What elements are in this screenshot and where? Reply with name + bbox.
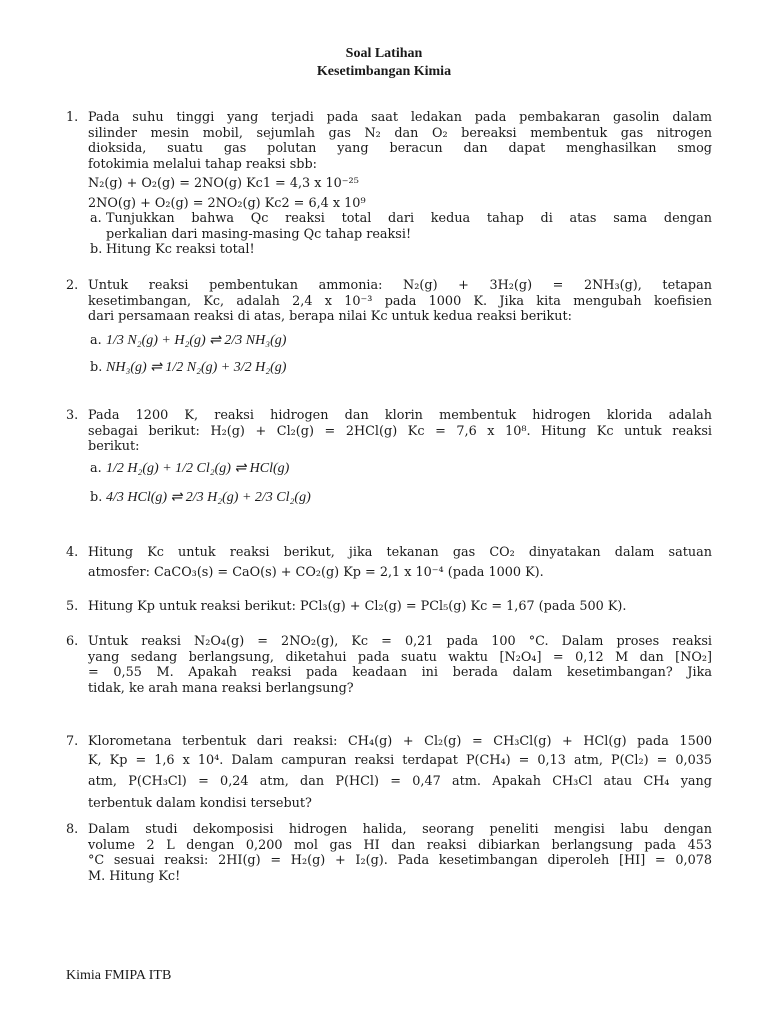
question-text: = 0,55 M. Apakah reaksi pada keadaan ini berada dalam kesetimbangan? Jika [88, 665, 712, 680]
reaction-equation: 1/2 H₂(g) + 1/2 Cl₂(g) ⇌ HCl(g) [106, 460, 290, 476]
question-text: silinder mesin mobil, sejumlah gas N₂ dan O₂ bereaksi membentuk gas nitrogen [88, 125, 712, 141]
sub-label: a. [90, 332, 102, 348]
question-text: Hitung Kp untuk reaksi berikut: PCl₃(g) + Cl₂(g) = PCl₅(g) Kc = 1,67 (pada 500 K). [88, 599, 627, 614]
question-number: 7. [66, 734, 79, 749]
equation: N₂(g) + O₂(g) = 2NO(g) Kc1 = 4,3 x 10⁻²⁵ [88, 176, 359, 191]
question-text: yang sedang berlangsung, diketahui pada suatu waktu [N₂O₄] = 0,12 M dan [NO₂] [88, 649, 712, 665]
question-1 [66, 110, 712, 258]
question-text: °C sesuai reaksi: 2HI(g) = H₂(g) + I₂(g). Pada kesetimbangan diperoleh [HI] = 0,078 [88, 853, 712, 868]
question-text: Pada 1200 K, reaksi hidrogen dan klorin membentuk hidrogen klorida adalah [88, 408, 712, 423]
question-text: tidak, ke arah mana reaksi berlangsung? [88, 680, 354, 696]
question-text: Hitung Kc untuk reaksi berikut, jika tekanan gas CO₂ dinyatakan dalam satuan [88, 545, 712, 560]
page-footer: Kimia FMIPA ITB [66, 968, 172, 983]
sub-question-a [88, 333, 712, 349]
question-number: 5. [66, 599, 79, 614]
question-7 [66, 734, 712, 811]
question-5 [66, 599, 712, 615]
sub-question-a [88, 211, 712, 242]
sub-label: a. [90, 460, 102, 476]
question-number: 1. [66, 110, 79, 125]
question-text: sebagai berikut: H₂(g) + Cl₂(g) = 2HCl(g) Kc = 7,6 x 10⁸. Hitung Kc untuk reaksi [88, 423, 712, 439]
question-6 [66, 634, 712, 696]
reaction-equation: 4/3 HCl(g) ⇌ 2/3 H₂(g) + 2/3 Cl₂(g) [106, 490, 311, 505]
question-2 [66, 278, 712, 376]
sub-label: b. [90, 242, 103, 257]
question-text: Dalam studi dekomposisi hidrogen halida, seorang peneliti mengisi labu dengan [88, 822, 712, 837]
question-text: K, Kp = 1,6 x 10⁴. Dalam campuran reaksi terdapat P(CH₄) = 0,13 atm, P(Cl₂) = 0,035 [88, 752, 712, 768]
question-4 [66, 545, 712, 580]
question-text: terbentuk dalam kondisi tersebut? [88, 795, 312, 811]
question-number: 4. [66, 545, 79, 560]
question-text: M. Hitung Kc! [88, 868, 181, 884]
sub-question-b [88, 360, 712, 376]
sub-question-a [88, 461, 712, 477]
sub-question-b [88, 490, 712, 506]
page-subtitle: Kesetimbangan Kimia [316, 64, 452, 79]
question-text: dari persamaan reaksi di atas, berapa nilai Kc untuk kedua reaksi berikut: [88, 309, 572, 324]
sub-text: perkalian dari masing-masing Qc tahap reaksi! [106, 226, 412, 242]
question-text: Klorometana terbentuk dari reaksi: CH₄(g) + Cl₂(g) = CH₃Cl(g) + HCl(g) pada 1500 [88, 734, 712, 749]
question-text: kesetimbangan, Kc, adalah 2,4 x 10⁻³ pada 1000 K. Jika kita mengubah koefisien [88, 293, 712, 309]
question-text: Untuk reaksi pembentukan ammonia: N₂(g) + 3H₂(g) = 2NH₃(g), tetapan [88, 278, 712, 293]
question-number: 3. [66, 408, 79, 423]
sub-label: b. [90, 360, 103, 375]
question-8 [66, 822, 712, 884]
page-title: Soal Latihan [345, 46, 423, 61]
reaction-equation: NH₃(g) ⇌ 1/2 N₂(g) + 3/2 H₂(g) [106, 360, 287, 375]
question-3 [66, 408, 712, 506]
equation: 2NO(g) + O₂(g) = 2NO₂(g) Kc2 = 6,4 x 10⁹ [88, 195, 366, 211]
question-number: 8. [66, 822, 79, 837]
reaction-equation: 1/3 N₂(g) + H₂(g) ⇌ 2/3 NH₃(g) [106, 332, 287, 348]
question-text: Untuk reaksi N₂O₄(g) = 2NO₂(g), Kc = 0,21 pada 100 °C. Dalam proses reaksi [88, 634, 712, 649]
question-text: atmosfer: CaCO₃(s) = CaO(s) + CO₂(g) Kp = 2,1 x 10⁻⁴ (pada 1000 K). [88, 564, 544, 580]
sub-question-b [88, 242, 712, 258]
sub-text: Hitung Kc reaksi total! [106, 242, 255, 257]
question-text: berikut: [88, 439, 140, 454]
question-text: atm, P(CH₃Cl) = 0,24 atm, dan P(HCl) = 0,47 atm. Apakah CH₃Cl atau CH₄ yang [88, 774, 712, 789]
sub-label: b. [90, 490, 103, 505]
question-text: volume 2 L dengan 0,200 mol gas HI dan reaksi dibiarkan berlangsung pada 453 [88, 837, 712, 853]
question-number: 6. [66, 634, 79, 649]
question-text: fotokimia melalui tahap reaksi sbb: [88, 156, 317, 172]
question-text: Pada suhu tinggi yang terjadi pada saat ledakan pada pembakaran gasolin dalam [88, 110, 712, 125]
sub-text: Tunjukkan bahwa Qc reaksi total dari kedua tahap di atas sama dengan [106, 211, 712, 226]
question-number: 2. [66, 278, 79, 293]
question-text: dioksida, suatu gas polutan yang beracun dan dapat menghasilkan smog [88, 141, 712, 156]
sub-label: a. [90, 211, 102, 226]
